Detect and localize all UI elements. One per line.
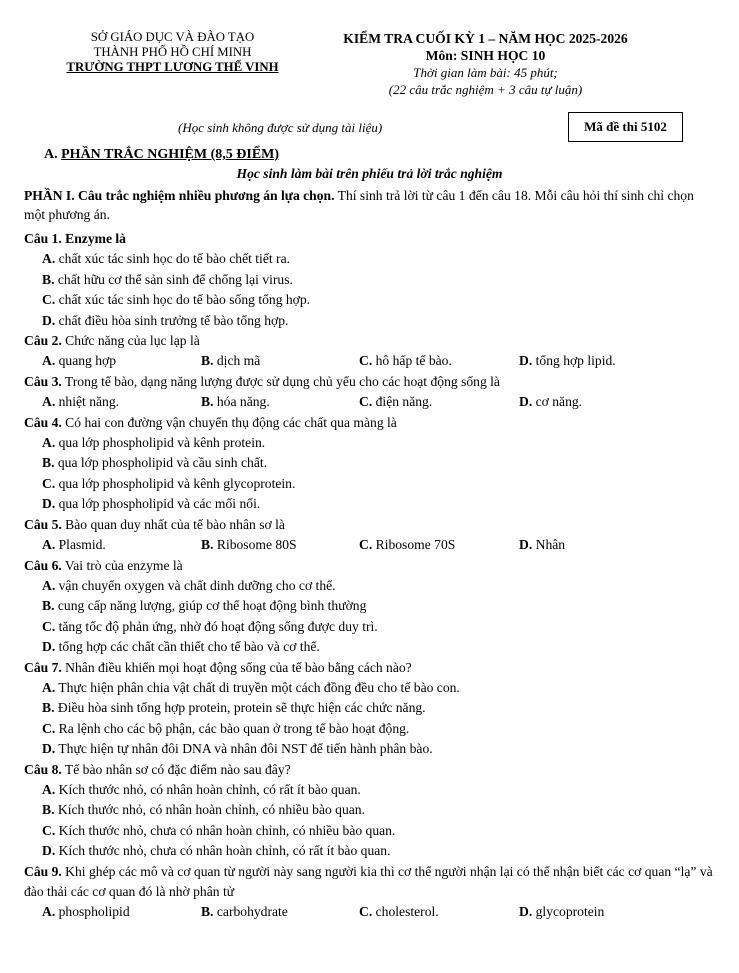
question-number: Câu 9. bbox=[24, 863, 62, 879]
option-c bbox=[359, 351, 519, 371]
question-number: Câu 2. bbox=[24, 333, 62, 349]
option-a bbox=[42, 535, 201, 555]
exam-title: KIỂM TRA CUỐI KỲ 1 – NĂM HỌC 2025-2026 bbox=[343, 31, 628, 46]
answer-sheet-instruction: Học sinh làm bài trên phiếu trả lời trắc nghiệm bbox=[236, 166, 503, 181]
option-text: glycoprotein bbox=[535, 903, 605, 919]
option-label: B. bbox=[201, 903, 214, 919]
option-text: dịch mã bbox=[216, 353, 261, 369]
option-a bbox=[42, 351, 201, 371]
option-label: A. bbox=[42, 679, 56, 695]
option-label: B. bbox=[42, 700, 55, 716]
option-d bbox=[519, 392, 719, 412]
option-d bbox=[519, 902, 719, 922]
option-label: A. bbox=[42, 251, 56, 267]
option-label: C. bbox=[359, 903, 373, 919]
option-text: chất điều hòa sinh trưởng tế bào tổng hợp. bbox=[58, 312, 289, 328]
dept-line1: SỞ GIÁO DỤC VÀ ĐÀO TẠO bbox=[90, 30, 255, 44]
option-d bbox=[24, 739, 724, 759]
question-7 bbox=[24, 658, 724, 678]
option-b bbox=[201, 392, 359, 412]
question-text: Bào quan duy nhất của tế bào nhân sơ là bbox=[61, 516, 285, 532]
option-label: A. bbox=[42, 435, 56, 451]
option-label: B. bbox=[201, 537, 214, 553]
dept-line2: THÀNH PHỐ HỒ CHÍ MINH bbox=[93, 45, 252, 59]
option-label: D. bbox=[519, 353, 533, 369]
question-4 bbox=[24, 413, 724, 433]
question-text: Khi ghép các mô và cơ quan từ người này sang người kia thì cơ thể người nhận lại có thể nhận biết các cơ quan “lạ” và đào thải các cơ quan đó là nhờ phân tử bbox=[24, 863, 713, 899]
option-b bbox=[24, 270, 724, 290]
question-text: Vai trò của enzyme là bbox=[61, 557, 183, 573]
section-a-title: PHẦN TRẮC NGHIỆM (8,5 ĐIỂM) bbox=[61, 147, 280, 162]
option-c bbox=[359, 535, 519, 555]
option-text: Kích thước nhỏ, chưa có nhân hoàn chỉnh, có nhiều bào quan. bbox=[58, 822, 396, 838]
option-c bbox=[24, 719, 724, 739]
option-text: hô hấp tế bào. bbox=[375, 353, 452, 369]
option-text: phospholipid bbox=[58, 903, 130, 919]
option-text: Nhân bbox=[535, 537, 566, 553]
option-label: D. bbox=[42, 639, 56, 655]
option-a bbox=[24, 433, 724, 453]
question-text: Trong tế bào, dạng năng lượng được sử dụng chủ yếu cho các hoạt động sống là bbox=[61, 373, 500, 389]
option-text: cung cấp năng lượng, giúp cơ thể hoạt động bình thường bbox=[57, 598, 367, 614]
school-name: TRƯỜNG THPT LƯƠNG THẾ VINH bbox=[66, 60, 279, 74]
option-b bbox=[24, 698, 724, 718]
option-a bbox=[42, 392, 201, 412]
option-label: D. bbox=[42, 496, 56, 512]
option-label: D. bbox=[519, 394, 533, 410]
option-label: C. bbox=[359, 394, 373, 410]
part1-rest: Thí sinh trả lời từ câu 1 đến câu 18. Mỗi câu hỏi thí sinh chỉ chọn một phương án. bbox=[24, 188, 694, 222]
option-label: B. bbox=[201, 394, 214, 410]
option-text: Kích thước nhỏ, có nhân hoàn chỉnh, có nhiều bào quan. bbox=[57, 802, 365, 818]
question-text: Có hai con đường vận chuyển thụ động các chất qua màng là bbox=[61, 414, 397, 430]
option-text: qua lớp phospholipid và cầu sinh chất. bbox=[57, 455, 268, 471]
question-3 bbox=[24, 372, 724, 392]
option-label: C. bbox=[42, 618, 56, 634]
options-row bbox=[24, 351, 724, 371]
option-label: C. bbox=[359, 537, 373, 553]
option-label: C. bbox=[42, 720, 56, 736]
option-text: Ribosome 70S bbox=[375, 537, 456, 553]
option-d bbox=[519, 535, 719, 555]
option-text: quang hợp bbox=[58, 353, 117, 369]
exam-code-box bbox=[568, 112, 683, 142]
option-label: B. bbox=[201, 353, 214, 369]
option-label: B. bbox=[42, 598, 55, 614]
question-text: Nhân điều khiển mọi hoạt động sống của tế bào bằng cách nào? bbox=[61, 659, 412, 675]
option-label: D. bbox=[519, 903, 533, 919]
option-a bbox=[24, 780, 724, 800]
option-text: Kích thước nhỏ, chưa có nhân hoàn chỉnh, có rất ít bào quan. bbox=[58, 843, 391, 859]
option-label: D. bbox=[42, 843, 56, 859]
question-2 bbox=[24, 331, 724, 351]
option-text: vận chuyển oxygen và chất dinh dưỡng cho cơ thể. bbox=[58, 577, 336, 593]
option-label: D. bbox=[42, 312, 56, 328]
question-text: Tế bào nhân sơ có đặc điểm nào sau đây? bbox=[61, 761, 291, 777]
options-row bbox=[24, 902, 724, 922]
option-a bbox=[24, 249, 724, 269]
option-c bbox=[24, 617, 724, 637]
option-a bbox=[42, 902, 201, 922]
option-label: C. bbox=[359, 353, 373, 369]
option-a bbox=[24, 678, 724, 698]
option-text: qua lớp phospholipid và các mối nối. bbox=[58, 496, 261, 512]
option-c bbox=[359, 902, 519, 922]
option-label: A. bbox=[42, 394, 56, 410]
question-text: Chức năng của lục lạp là bbox=[61, 333, 200, 349]
option-c bbox=[24, 290, 724, 310]
option-label: C. bbox=[42, 475, 56, 491]
option-text: cholesterol. bbox=[375, 903, 439, 919]
header-right bbox=[318, 30, 653, 98]
option-d bbox=[24, 311, 724, 331]
option-text: Plasmid. bbox=[58, 537, 106, 553]
part1-bold: PHẦN I. Câu trắc nghiệm nhiều phương án lựa chọn. bbox=[24, 188, 335, 203]
options-row bbox=[24, 535, 724, 555]
questions bbox=[24, 229, 724, 922]
question-6 bbox=[24, 556, 724, 576]
section-a-prefix: A. bbox=[44, 147, 58, 162]
question-number: Câu 5. bbox=[24, 516, 62, 532]
option-text: Kích thước nhỏ, có nhân hoàn chỉnh, có rất ít bào quan. bbox=[58, 781, 361, 797]
option-text: chất xúc tác sinh học do tế bào sống tổng hợp. bbox=[58, 292, 311, 308]
option-label: B. bbox=[42, 455, 55, 471]
option-label: A. bbox=[42, 353, 56, 369]
option-text: carbohydrate bbox=[216, 903, 288, 919]
option-b bbox=[24, 453, 724, 473]
option-c bbox=[24, 821, 724, 841]
option-label: A. bbox=[42, 781, 56, 797]
question-number: Câu 3. bbox=[24, 373, 62, 389]
option-text: qua lớp phospholipid và kênh protein. bbox=[58, 435, 266, 451]
question-number: Câu 7. bbox=[24, 659, 62, 675]
option-text: điện năng. bbox=[375, 394, 433, 410]
question-1 bbox=[24, 229, 724, 249]
option-text: hóa năng. bbox=[216, 394, 270, 410]
option-d bbox=[24, 841, 724, 861]
option-d bbox=[24, 494, 724, 514]
option-label: C. bbox=[42, 822, 56, 838]
question-5 bbox=[24, 515, 724, 535]
question-number: Câu 1. bbox=[24, 231, 62, 246]
option-c bbox=[359, 392, 519, 412]
option-label: D. bbox=[519, 537, 533, 553]
option-b bbox=[201, 351, 359, 371]
option-text: tổng hợp các chất cần thiết cho tế bào và cơ thể. bbox=[58, 639, 320, 655]
option-text: Ribosome 80S bbox=[216, 537, 297, 553]
option-text: Ra lệnh cho các bộ phận, các bào quan ở trong tế bào hoạt động. bbox=[58, 720, 410, 736]
option-label: B. bbox=[42, 802, 55, 818]
question-number: Câu 4. bbox=[24, 414, 62, 430]
subject: Môn: SINH HỌC 10 bbox=[425, 48, 546, 63]
option-d bbox=[519, 351, 719, 371]
option-text: Thực hiện tự nhân đôi DNA và nhân đôi NST để tiến hành phân bào. bbox=[58, 741, 433, 757]
option-text: nhiệt năng. bbox=[58, 394, 120, 410]
option-label: D. bbox=[42, 741, 56, 757]
exam-format: (22 câu trắc nghiệm + 3 câu tự luận) bbox=[388, 82, 583, 97]
option-text: tổng hợp lipid. bbox=[535, 353, 616, 369]
question-9 bbox=[24, 862, 724, 902]
question-8 bbox=[24, 760, 724, 780]
option-a bbox=[24, 576, 724, 596]
header-left bbox=[35, 30, 310, 75]
option-label: B. bbox=[42, 271, 55, 287]
option-text: Điều hòa sinh tổng hợp protein, protein sẽ thực hiện các chức năng. bbox=[57, 700, 426, 716]
option-b bbox=[24, 596, 724, 616]
option-text: chất hữu cơ thể sản sinh để chống lại virus. bbox=[57, 271, 293, 287]
option-label: A. bbox=[42, 537, 56, 553]
option-text: Thực hiện phân chia vật chất di truyền một cách đồng đều cho tế bào con. bbox=[58, 679, 460, 695]
section-a-heading bbox=[44, 147, 279, 163]
question-number: Câu 8. bbox=[24, 761, 62, 777]
option-text: chất xúc tác sinh học do tế bào chết tiết ra. bbox=[58, 251, 291, 267]
time-limit: Thời gian làm bài: 45 phút; bbox=[413, 65, 558, 80]
question-number: Câu 6. bbox=[24, 557, 62, 573]
option-text: tăng tốc độ phản ứng, nhờ đó hoạt động sống được duy trì. bbox=[58, 618, 378, 634]
option-label: A. bbox=[42, 577, 56, 593]
option-text: cơ năng. bbox=[535, 394, 583, 410]
no-materials-note: (Học sinh không được sử dụng tài liệu) bbox=[178, 120, 383, 135]
option-b bbox=[201, 535, 359, 555]
option-b bbox=[201, 902, 359, 922]
option-c bbox=[24, 474, 724, 494]
options-row bbox=[24, 392, 724, 412]
option-text: qua lớp phospholipid và kênh glycoprotein. bbox=[58, 475, 296, 491]
option-b bbox=[24, 800, 724, 820]
part1-intro bbox=[24, 186, 714, 224]
option-label: A. bbox=[42, 903, 56, 919]
option-d bbox=[24, 637, 724, 657]
question-text: Enzyme là bbox=[61, 231, 126, 246]
option-label: C. bbox=[42, 292, 56, 308]
exam-code: Mã đề thi 5102 bbox=[584, 119, 667, 134]
